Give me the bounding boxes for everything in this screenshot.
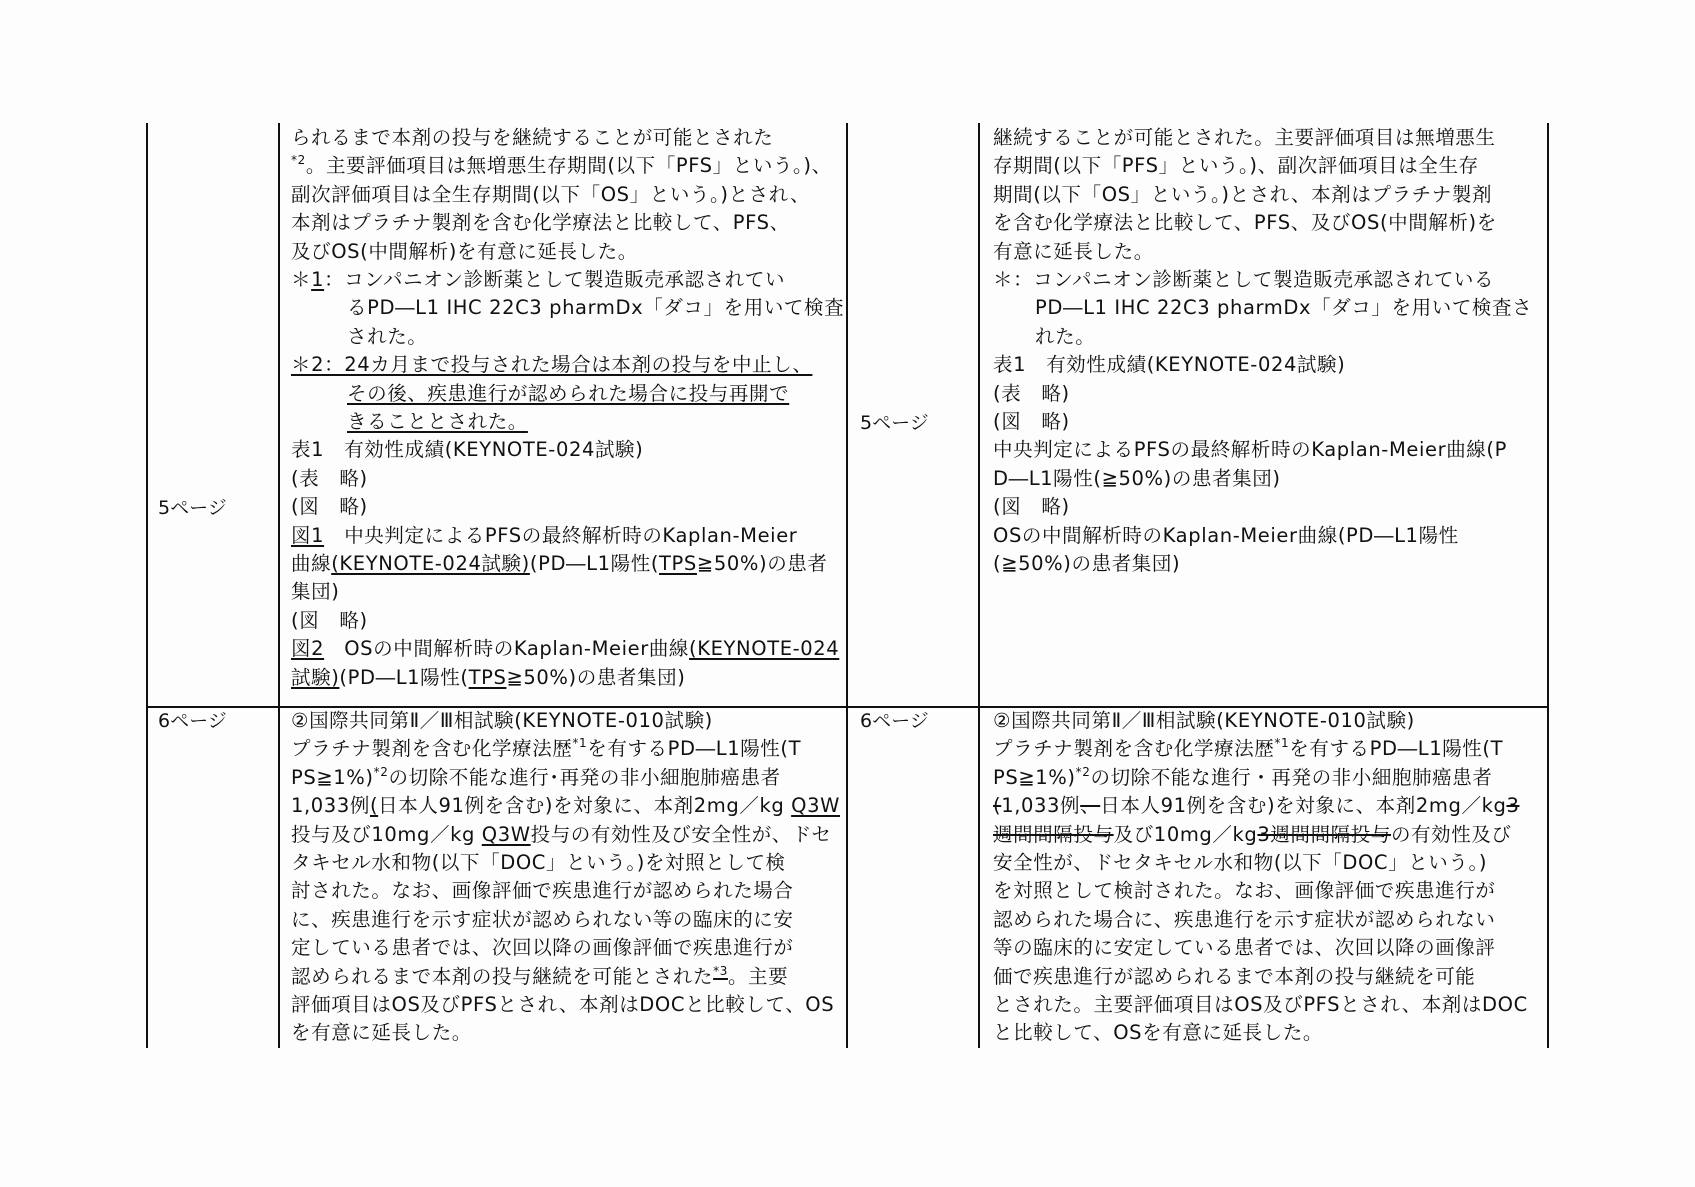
text-line bbox=[291, 266, 785, 294]
text-line bbox=[291, 238, 638, 266]
inserted-text: (KEYNOTE-024 bbox=[689, 637, 840, 661]
text-line bbox=[993, 493, 1070, 521]
text-segment: 日本人91例を含む)を対象に、本剤2mg／kg bbox=[1100, 794, 1507, 818]
text-segment: を有するPD―L1陽性(T bbox=[587, 737, 802, 761]
table-border-right bbox=[1547, 123, 1549, 1048]
footnote-marker: *3 bbox=[713, 963, 728, 978]
text-segment: 評価項目はOS及びPFSとされ、本剤はDOCと比較して、OS bbox=[291, 993, 835, 1016]
inserted-text: ＊2：24カ月まで投与された場合は本剤の投与を中止し、 bbox=[291, 353, 813, 377]
text-segment: れた。 bbox=[1035, 324, 1096, 348]
text-line bbox=[993, 465, 1281, 493]
text-line bbox=[993, 351, 1345, 379]
footnote-marker: *2 bbox=[373, 764, 389, 779]
text-segment: 及びOS(中間解析)を有意に延長した。 bbox=[291, 239, 638, 263]
text-segment: るPD―L1 IHC 22C3 pharmDx「ダコ」を用いて検査 bbox=[347, 296, 845, 320]
text-line bbox=[993, 522, 1459, 550]
text-segment: 等の臨床的に安定している患者では、次回以降の画像評 bbox=[993, 936, 1496, 960]
text-line bbox=[993, 181, 1492, 209]
text-line bbox=[291, 209, 790, 237]
text-line bbox=[291, 764, 781, 792]
text-segment: (PD―L1陽性( bbox=[529, 552, 660, 575]
text-segment: 討された。なお、画像評価で疾患進行が認められた場合 bbox=[291, 879, 794, 903]
text-segment: (≧50%)の患者集団) bbox=[993, 552, 1181, 575]
text-line bbox=[1035, 323, 1095, 351]
text-segment: を対照として検討された。なお、画像評価で疾患進行が bbox=[993, 879, 1496, 903]
text-line bbox=[347, 294, 844, 322]
text-line bbox=[291, 607, 368, 635]
text-segment: 投与の有効性及び安全性が、ドセ bbox=[530, 822, 832, 846]
text-segment: を有するPD―L1陽性(T bbox=[1289, 737, 1504, 761]
text-line bbox=[291, 522, 797, 550]
text-segment: 日本人91例を含む)を対象に、本剤2mg／kg bbox=[378, 794, 792, 818]
text-segment: (図 略) bbox=[291, 608, 368, 632]
text-segment: ②国際共同第Ⅱ／Ⅲ相試験(KEYNOTE-010試験) bbox=[993, 709, 1415, 732]
text-line bbox=[291, 1019, 472, 1047]
text-line bbox=[993, 550, 1180, 578]
text-segment: とされた。主要評価項目はOS及びPFSとされ、本剤はDOC bbox=[993, 993, 1528, 1016]
text-segment: 期間(以下「OS」という。)とされ、本剤はプラチナ製剤 bbox=[993, 182, 1493, 206]
text-segment: ≧50%)の患者集団) bbox=[506, 665, 686, 689]
text-segment: 表1 有効性成績(KEYNOTE-024試験) bbox=[291, 438, 644, 462]
text-line bbox=[993, 408, 1070, 436]
text-line bbox=[993, 124, 1496, 152]
text-line bbox=[993, 707, 1415, 735]
footnote-marker: *1 bbox=[572, 736, 588, 751]
text-segment: ≧50%)の患者 bbox=[696, 552, 828, 575]
inserted-text: TPS bbox=[468, 665, 507, 689]
deleted-text: ( bbox=[993, 794, 1002, 818]
inserted-text: Q3W bbox=[481, 822, 531, 846]
text-line bbox=[993, 821, 1512, 849]
text-line bbox=[291, 849, 786, 877]
text-line bbox=[291, 181, 810, 209]
text-line bbox=[993, 991, 1528, 1019]
text-segment: と比較して、OSを有意に延長した。 bbox=[993, 1021, 1324, 1045]
text-line bbox=[993, 209, 1497, 237]
text-segment: ＊：コンパニオン診断薬として製造販売承認されている bbox=[993, 268, 1495, 291]
text-segment: 中央判定によるPFSの最終解析時のKaplan-Meier bbox=[324, 523, 798, 547]
text-line bbox=[291, 707, 713, 735]
text-segment: の切除不能な進行・再発の非小細胞肺癌患者 bbox=[1090, 765, 1493, 789]
inserted-text: TPS bbox=[659, 552, 697, 575]
deleted-text: 3 bbox=[1506, 794, 1520, 818]
text-segment: 副次評価項目は全生存期間(以下「OS」という。)とされ、 bbox=[291, 182, 811, 206]
text-segment: (図 略) bbox=[291, 495, 368, 519]
inserted-text: (KEYNOTE-024試験) bbox=[331, 552, 530, 575]
text-line bbox=[291, 877, 794, 905]
text-segment: 有意に延長した。 bbox=[993, 239, 1154, 263]
text-segment: タキセル水和物(以下「DOC」という。)を対照として検 bbox=[291, 851, 786, 874]
text-segment: 価で疾患進行が認められるまで本剤の投与継続を可能 bbox=[993, 964, 1476, 988]
text-segment: プラチナ製剤を含む化学療法歴 bbox=[291, 737, 573, 761]
inserted-text: 試験) bbox=[291, 665, 340, 689]
text-segment: 表1 有効性成績(KEYNOTE-024試験) bbox=[993, 353, 1346, 377]
text-segment: PD―L1 IHC 22C3 pharmDx「ダコ」を用いて検査さ bbox=[1035, 296, 1533, 320]
text-line bbox=[993, 849, 1487, 877]
row2-right-page-label: 6ページ bbox=[860, 710, 929, 732]
text-line bbox=[291, 436, 643, 464]
text-line bbox=[291, 792, 840, 820]
text-segment: 存期間(以下「PFS」という。)、副次評価項目は全生存 bbox=[993, 154, 1479, 178]
text-segment: 定している患者では、次回以降の画像評価で疾患進行が bbox=[291, 936, 794, 960]
text-segment: 1,033例 bbox=[1001, 794, 1081, 818]
text-segment: 。主要 bbox=[727, 964, 789, 988]
text-segment: の切除不能な進行･再発の非小細胞肺癌患者 bbox=[388, 765, 781, 789]
text-segment: られるまで本剤の投与を継続することが可能とされた bbox=[291, 126, 774, 149]
inserted-text: きることとされた。 bbox=[347, 410, 528, 433]
text-line bbox=[993, 877, 1496, 905]
text-line bbox=[291, 351, 812, 379]
inserted-text: ( bbox=[369, 794, 379, 818]
text-segment: 1,033例 bbox=[291, 794, 370, 818]
text-segment: ②国際共同第Ⅱ／Ⅲ相試験(KEYNOTE-010試験) bbox=[291, 709, 713, 732]
text-segment: OSの中間解析時のKaplan-Meier曲線(PD―L1陽性 bbox=[993, 523, 1459, 547]
text-segment: プラチナ製剤を含む化学療法歴 bbox=[993, 737, 1275, 761]
text-line bbox=[291, 465, 368, 493]
text-segment: 集団) bbox=[291, 580, 340, 604]
text-line bbox=[993, 152, 1479, 180]
table-border-col2 bbox=[278, 123, 280, 1048]
text-line bbox=[993, 266, 1494, 294]
text-line bbox=[291, 493, 368, 521]
text-segment: 認められた場合に、疾患進行を示す症状が認められない bbox=[993, 907, 1496, 931]
text-segment: 本剤はプラチナ製剤を含む化学療法と比較して、PFS、 bbox=[291, 211, 790, 235]
text-line bbox=[993, 764, 1492, 792]
text-line bbox=[291, 578, 339, 606]
text-segment: 。主要評価項目は無増悪生存期間(以下「PFS」という。)、 bbox=[305, 154, 832, 178]
text-segment: 中央判定によるPFSの最終解析時のKaplan-Meier曲線(P bbox=[993, 438, 1507, 462]
text-segment: (図 略) bbox=[993, 410, 1070, 433]
inserted-text: Q3W bbox=[791, 794, 840, 818]
text-segment: された。 bbox=[347, 324, 428, 348]
text-segment: ：コンパニオン診断薬として製造販売承認されてい bbox=[324, 268, 786, 291]
table-border-left bbox=[146, 123, 148, 1048]
text-segment: (図 略) bbox=[993, 495, 1070, 519]
text-line bbox=[291, 821, 832, 849]
text-line bbox=[347, 380, 789, 408]
deleted-text: 、 bbox=[1080, 794, 1101, 818]
row2-left-page-label: 6ページ bbox=[158, 710, 227, 732]
text-segment: 曲線 bbox=[291, 552, 332, 575]
text-line bbox=[347, 408, 528, 436]
text-segment: を有意に延長した。 bbox=[291, 1021, 472, 1045]
text-line bbox=[993, 436, 1507, 464]
text-segment: 継続することが可能とされた。主要評価項目は無増悪生 bbox=[993, 126, 1496, 149]
text-segment: D―L1陽性(≧50%)の患者集団) bbox=[993, 466, 1281, 490]
text-segment: OSの中間解析時のKaplan-Meier曲線 bbox=[324, 637, 690, 661]
text-line bbox=[291, 550, 828, 578]
text-line bbox=[291, 124, 773, 152]
text-line bbox=[291, 963, 788, 991]
text-line bbox=[993, 906, 1496, 934]
text-line bbox=[993, 380, 1070, 408]
text-segment: 投与及び10mg／kg bbox=[291, 822, 482, 846]
inserted-text: 1 bbox=[311, 268, 325, 291]
table-border-col4 bbox=[978, 123, 980, 1048]
table-border-col3 bbox=[846, 123, 848, 1048]
footnote-marker: *2 bbox=[291, 153, 306, 168]
text-segment: (表 略) bbox=[291, 466, 368, 490]
text-line bbox=[291, 934, 794, 962]
text-segment: に、疾患進行を示す症状が認められない等の臨床的に安 bbox=[291, 907, 794, 931]
text-line bbox=[291, 906, 794, 934]
row1-right-page-label: 5ページ bbox=[860, 412, 929, 434]
text-line bbox=[993, 735, 1503, 763]
text-segment: (表 略) bbox=[993, 381, 1070, 405]
row1-left-page-label: 5ページ bbox=[158, 497, 227, 519]
text-line bbox=[1035, 294, 1532, 322]
text-line bbox=[291, 735, 801, 763]
text-segment: 認められるまで本剤の投与継続を可能とされた bbox=[291, 964, 714, 988]
text-line bbox=[291, 635, 839, 663]
inserted-text: その後、疾患進行が認められた場合に投与再開で bbox=[347, 381, 790, 405]
text-line bbox=[347, 323, 427, 351]
footnote-marker: *1 bbox=[1274, 736, 1290, 751]
text-line bbox=[291, 152, 832, 180]
text-line bbox=[291, 664, 685, 692]
text-segment: 及び10mg／kg bbox=[1113, 822, 1258, 846]
inserted-text: 図2 bbox=[291, 637, 325, 661]
text-segment: PS≧1%) bbox=[291, 765, 374, 789]
text-segment: 安全性が、ドセタキセル水和物(以下「DOC」という。) bbox=[993, 851, 1488, 874]
text-segment: の有効性及び bbox=[1390, 822, 1512, 846]
text-line bbox=[993, 238, 1154, 266]
footnote-marker: *2 bbox=[1075, 764, 1091, 779]
text-line bbox=[291, 991, 834, 1019]
text-line bbox=[993, 963, 1475, 991]
text-segment: を含む化学療法と比較して、PFS、及びOS(中間解析)を bbox=[993, 211, 1497, 235]
deleted-text: 3週間間隔投与 bbox=[1257, 822, 1391, 846]
text-line bbox=[993, 934, 1496, 962]
text-segment: ＊ bbox=[291, 268, 312, 291]
deleted-text: 週間間隔投与 bbox=[993, 822, 1114, 846]
text-segment: (PD―L1陽性( bbox=[339, 665, 469, 689]
inserted-text: 図1 bbox=[291, 523, 325, 547]
text-line bbox=[993, 792, 1519, 820]
text-line bbox=[993, 1019, 1323, 1047]
text-segment: PS≧1%) bbox=[993, 765, 1076, 789]
